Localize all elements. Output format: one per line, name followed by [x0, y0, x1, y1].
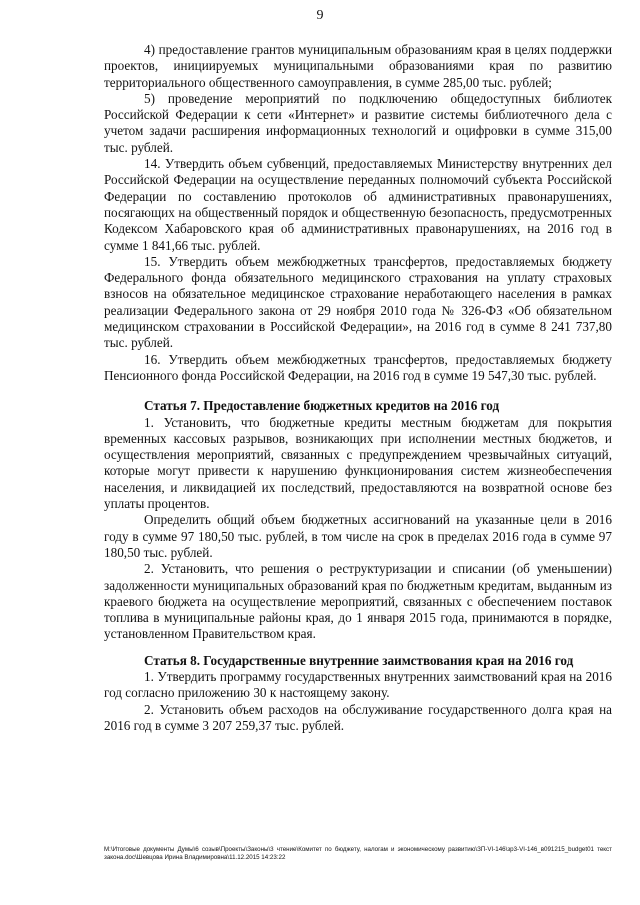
- article-7-heading: Статья 7. Предоставление бюджетных кредитов на 2016 год: [144, 398, 500, 414]
- article-7-paragraph-2: Определить общий объем бюджетных ассигнований на указанные цели в 2016 году в сумме 97 180,50 тыс. рублей, в том числе на срок в пределах 2016 года в сумме 97 180,50 тыс. рублей.: [104, 512, 612, 560]
- article-7-paragraph-1: 1. Установить, что бюджетные кредиты местным бюджетам для покрытия временных кассовых разрывов, возникающих при исполнении местных бюджетов, и осуществления мероприятий, связанных с предупреждением чрезвычайных ситуаций, которые могут привести к нарушению функционирования систем жизнеобеспечения населения, и ликвидацией их последствий, предоставляются на возвратной основе без уплаты процентов.: [104, 414, 612, 512]
- article-8-heading: Статья 8. Государственные внутренние заимствования края на 2016 год: [144, 652, 574, 668]
- paragraph-item-5: 5) проведение мероприятий по подключению общедоступных библиотек Российской Федерации к сети «Интернет» и развитие системы библиотечного дела с учетом задачи расширения информационных технологий и оцифровки в сумме 315,00 тыс. рублей.: [104, 90, 612, 155]
- article-8-paragraph-1: 1. Утвердить программу государственных внутренних заимствований края на 2016 год согласно приложению 30 к настоящему закону.: [104, 668, 612, 701]
- article-8-paragraph-2: 2. Установить объем расходов на обслуживание государственного долга края на 2016 год в сумме 3 207 259,37 тыс. рублей.: [104, 701, 612, 733]
- article-7-paragraph-3: 2. Установить, что решения о реструктуризации и списании (об уменьшении) задолженности муниципальных образований края по бюджетным кредитам, выданным из краевого бюджета на осуществление мероприятий, связанных с обеспечением поставок топлива в муниципальные районы края, до 1 января 2015 года, принимаются в порядке, установленном Правительством края.: [104, 561, 612, 642]
- paragraph-16: 16. Утвердить объем межбюджетных трансфертов, предоставляемых бюджету Пенсионного фонда Российской Федерации, на 2016 год в сумме 19 547,30 тыс. рублей.: [104, 351, 612, 383]
- page-number: 9: [316, 8, 324, 23]
- file-path-footer: M:\Итоговые документы Думы\6 созыв\Проекты\Законы\3 чтение\Комитет по бюджету, налогам и экономическому развитию\ЗП-VI-146\зр3-VI-146_в091215_budget01 текст закона.doc\Шевцова Ирина Владимировна\11.12.2015 14:23:22: [104, 846, 612, 861]
- paragraph-14: 14. Утвердить объем субвенций, предоставляемых Министерству внутренних дел Российской Федерации на осуществление переданных полномочий субъекта Российской Федерации по составлению протоколов об административных правонарушениях, посягающих на общественный порядок и общественную безопасность, предусмотренных Кодексом Хабаровского края об административных правонарушениях, на 2016 год в сумме 1 841,66 тыс. рублей.: [104, 156, 612, 253]
- paragraph-15: 15. Утвердить объем межбюджетных трансфертов, предоставляемых бюджету Федерального фонда обязательного медицинского страхования на уплату страховых взносов на обязательное медицинское страхование неработающего населения в рамках реализации Федерального закона от 29 ноября 2010 года № 326-ФЗ «Об обязательном медицинском страховании в Российской Федерации», на 2016 год в сумме 8 241 737,80 тыс. рублей.: [104, 253, 612, 351]
- paragraph-item-4: 4) предоставление грантов муниципальным образованиям края в целях поддержки проектов, инициируемых муниципальными образованиями края по развитию территориального общественного самоуправления, в сумме 285,00 тыс. рублей;: [104, 42, 612, 90]
- document-body: [104, 42, 612, 734]
